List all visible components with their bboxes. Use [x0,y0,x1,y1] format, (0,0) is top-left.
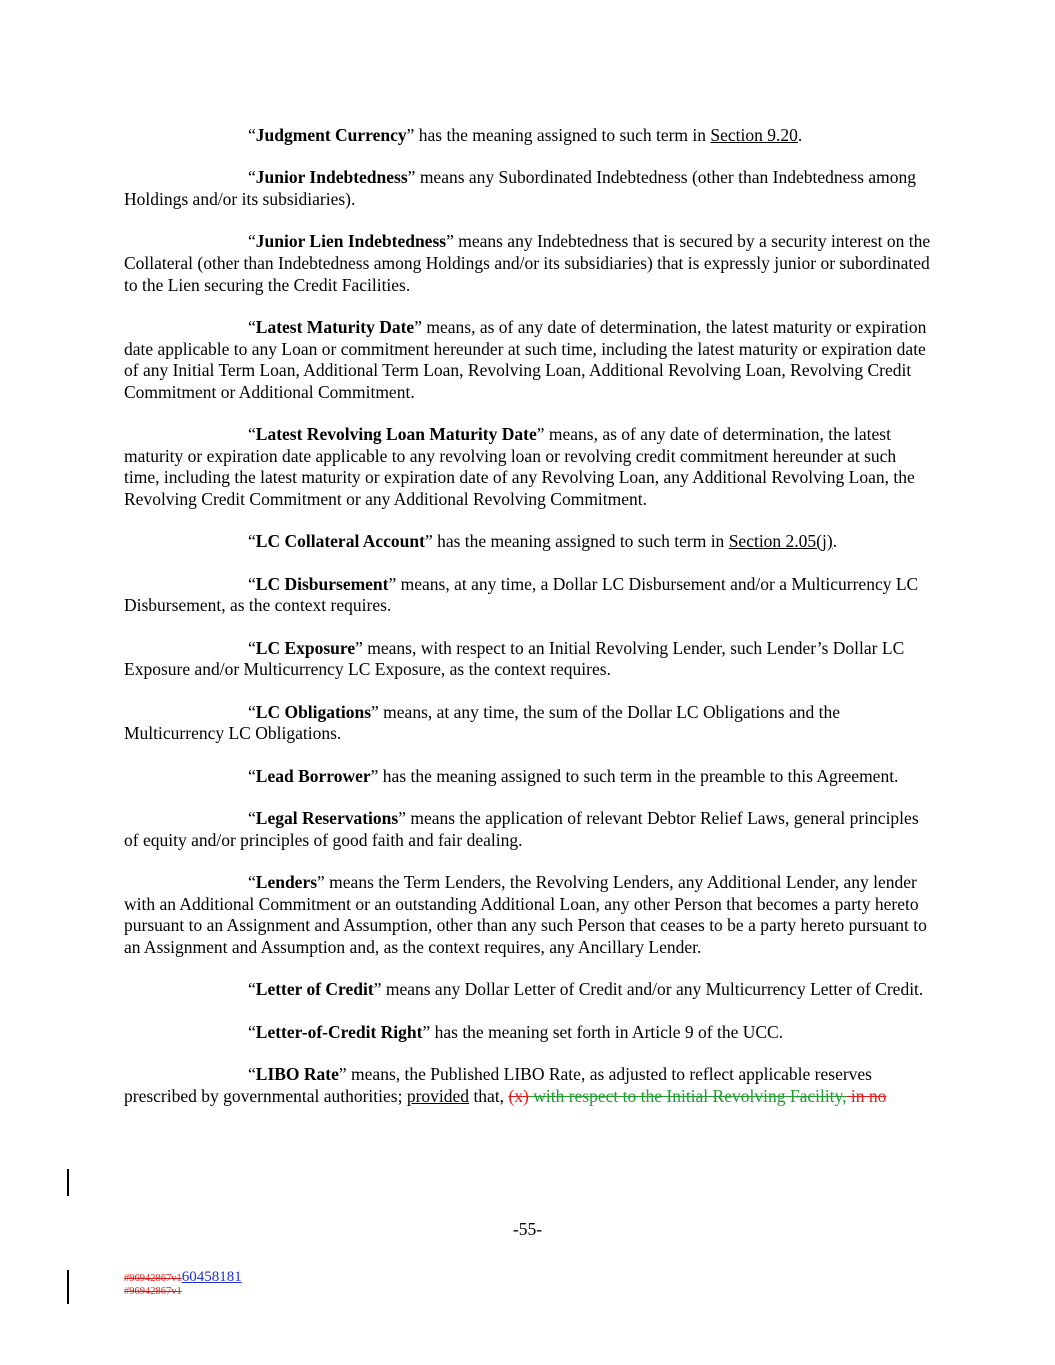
definition-lc-obligations: “LC Obligations” means, at any time, the sum of the Dollar LC Obligations and the Multicurrency LC Obligations. [124,701,841,744]
defined-term: LC Exposure [255,637,356,658]
definition-letter-of-credit: “Letter of Credit” means any Dollar Letter of Credit and/or any Multicurrency Letter of Credit. [248,979,924,1000]
definition-latest-maturity-date: “Latest Maturity Date” means, as of any date of determination, the latest maturity or expiration date applicable to any Loan or commitment hereunder at such time, including the latest maturity or expiration date of any Initial Term Loan, Additional Term Loan, Revolving Loan, Additional Revolving Loan, Revolving Credit Commitment or Additional Commitment. [124,316,927,402]
defined-term: Letter of Credit [255,979,374,1000]
defined-term: Junior Lien Indebtedness [255,231,447,252]
definition-lead-borrower: “Lead Borrower” has the meaning assigned to such term in the preamble to this Agreement. [248,765,899,786]
definition-junior-indebtedness: “Junior Indebtedness” means any Subordinated Indebtedness (other than Indebtedness among Holdings and/or its subsidiaries). [124,167,917,209]
deleted-text: (x) [508,1085,529,1106]
defined-term: LC Disbursement [255,573,389,594]
defined-term: Legal Reservations [255,808,399,829]
deleted-doc-id: #96942867v1 [124,1273,182,1284]
section-reference: Section 2.05(j) [728,531,833,552]
definition-lenders: “Lenders” means the Term Lenders, the Revolving Lenders, any Additional Lender, any lender with an Additional Commitment or an outstanding Additional Loan, any other Person that becomes a party hereto pursuant to an Assignment and Assumption, other than any such Person that ceases to be a party hereto pursuant to an Assignment and Assumption and, as the context requires, any Ancillary Lender. [124,872,927,957]
definition-legal-reservations: “Legal Reservations” means the application of relevant Debtor Relief Laws, general principles of equity and/or principles of good faith and fair dealing. [124,808,919,850]
provided-keyword: provided [406,1085,470,1106]
deleted-doc-id: #96942867v1 [124,1286,182,1297]
defined-term: Junior Indebtedness [255,167,408,188]
definition-libo-rate: “LIBO Rate” means, the Published LIBO Rate, as adjusted to reflect applicable reserves prescribed by governmental authorities; provided that, (x) with respect to the Initial Revolving Facility, in no [124,1063,887,1106]
definition-latest-revolving-loan-maturity-date: “Latest Revolving Loan Maturity Date” means, as of any date of determination, the latest maturity or expiration date applicable to any revolving loan or revolving credit commitment hereunder at such time, including the latest maturity or expiration date of any Revolving Loan, any Additional Revolving Loan, the Revolving Credit Commitment or any Additional Revolving Commitment. [124,424,915,509]
inserted-doc-id: 60458181 [181,1269,242,1285]
definition-lc-exposure: “LC Exposure” means, with respect to an Initial Revolving Lender, such Lender’s Dollar LC Exposure and/or Multicurrency LC Exposure, as the context requires. [124,637,905,680]
defined-term: Latest Revolving Loan Maturity Date [255,424,537,445]
definition-lc-disbursement: “LC Disbursement” means, at any time, a Dollar LC Disbursement and/or a Multicurrency LC Disbursement, as the context requires. [124,573,919,616]
document-page [124,125,932,1128]
document-footer [124,1271,242,1298]
section-reference: Section 9.20 [710,125,798,145]
defined-term: Latest Maturity Date [255,316,415,337]
defined-term: Lenders [255,872,318,893]
moved-deleted-text: with respect to the Initial Revolving Facility, [528,1085,847,1106]
definition-letter-of-credit-right: “Letter-of-Credit Right” has the meaning set forth in Article 9 of the UCC. [248,1021,784,1042]
change-bar-footer [67,1270,69,1304]
definition-junior-lien-indebtedness: “Junior Lien Indebtedness” means any Indebtedness that is secured by a security interest on the Collateral (other than Indebtedness among Holdings and/or its subsidiaries) that is expressly junior or subordinated to the Lien securing the Credit Facilities. [124,231,931,295]
definition-judgment-currency: “Judgment Currency” has the meaning assigned to such term in Section 9.20. [248,125,803,145]
defined-term: LC Collateral Account [255,531,425,552]
definition-lc-collateral-account: “LC Collateral Account” has the meaning assigned to such term in Section 2.05(j). [248,531,838,552]
defined-term: LC Obligations [255,701,372,722]
defined-term: LIBO Rate [255,1063,339,1084]
page-number: -55- [512,1219,543,1239]
defined-term: Letter-of-Credit Right [255,1021,423,1042]
defined-term: Judgment Currency [255,125,407,145]
defined-term: Lead Borrower [255,765,371,786]
footer-doc-id-line [124,1271,242,1285]
change-bar-libo [67,1169,69,1196]
deleted-text: in no [846,1085,887,1106]
